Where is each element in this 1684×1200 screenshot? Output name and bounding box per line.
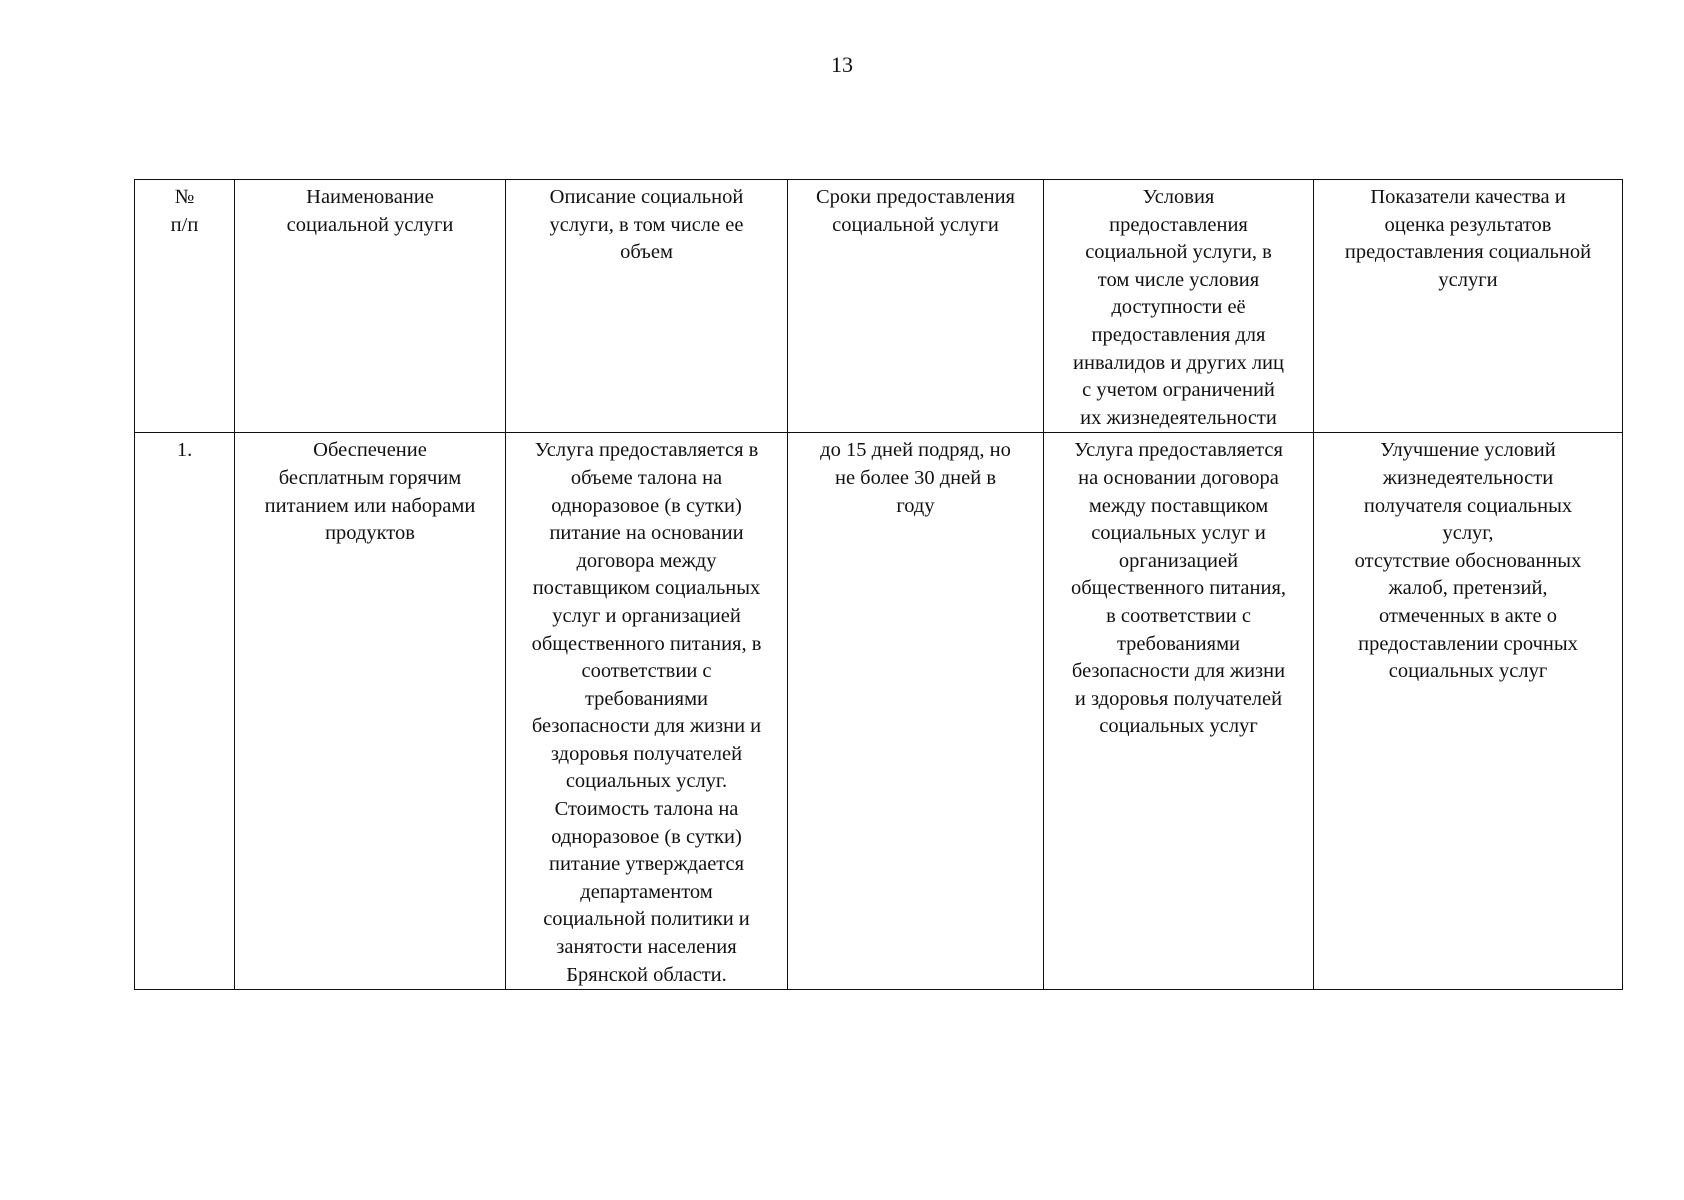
header-number (135, 180, 235, 433)
row-conditions-text: Услуга предоставляется на основании договора между поставщиком социальных услуг и организацией общественного питания, в соответствии с требованиями безопасности для жизни и здоровья получателей социальных услуг (1071, 439, 1286, 738)
row-quality-cell (1314, 433, 1623, 990)
row-conditions-cell (1044, 433, 1314, 990)
header-terms (788, 180, 1044, 433)
header-service-name (235, 180, 506, 433)
row-name-cell (235, 433, 506, 990)
row-number-cell (135, 433, 235, 990)
page-number: 13 (831, 52, 853, 77)
header-conditions-text: Условия предоставления социальной услуги, в том числе условия доступности её предоставления для инвалидов и других лиц с учетом ограничений их жизнедеятельности (1073, 186, 1284, 429)
header-terms-text: Сроки предоставления социальной услуги (816, 186, 1015, 236)
row-number-text: 1. (176, 439, 193, 462)
row-quality-text: Улучшение условий жизнедеятельности получателя социальных услуг, отсутствие обоснованных жалоб, претензий, отмеченных в акте о предоставлении срочных социальных услуг (1354, 439, 1582, 683)
row-name-text: Обеспечение бесплатным горячим питанием или наборами продуктов (264, 439, 476, 545)
row-terms-cell (788, 433, 1044, 990)
table-row (135, 433, 1623, 990)
header-service-name-text: Наименование социальной услуги (286, 186, 454, 236)
header-description-text: Описание социальной услуги, в том числе ее объем (549, 186, 744, 264)
header-quality (1314, 180, 1623, 433)
row-description-text: Услуга предоставляется в объеме талона на одноразовое (в сутки) питание на основании договора между поставщиком социальных услуг и организацией общественного питания, в соответствии с требованиями безопасности для жизни и здоровья получателей социальных услуг. Стоимость талона на одноразовое (в сутки) питание утверждается департаментом социальной политики и занятости населения Брянской области. (531, 439, 762, 986)
social-services-table (134, 179, 1623, 990)
header-conditions (1044, 180, 1314, 433)
header-number-text: № п/п (170, 186, 199, 236)
table-header-row (135, 180, 1623, 433)
row-description-cell (506, 433, 788, 990)
row-terms-text: до 15 дней подряд, но не более 30 дней в году (820, 439, 1011, 517)
header-description (506, 180, 788, 433)
header-quality-text: Показатели качества и оценка результатов предоставления социальной услуги (1344, 186, 1592, 291)
